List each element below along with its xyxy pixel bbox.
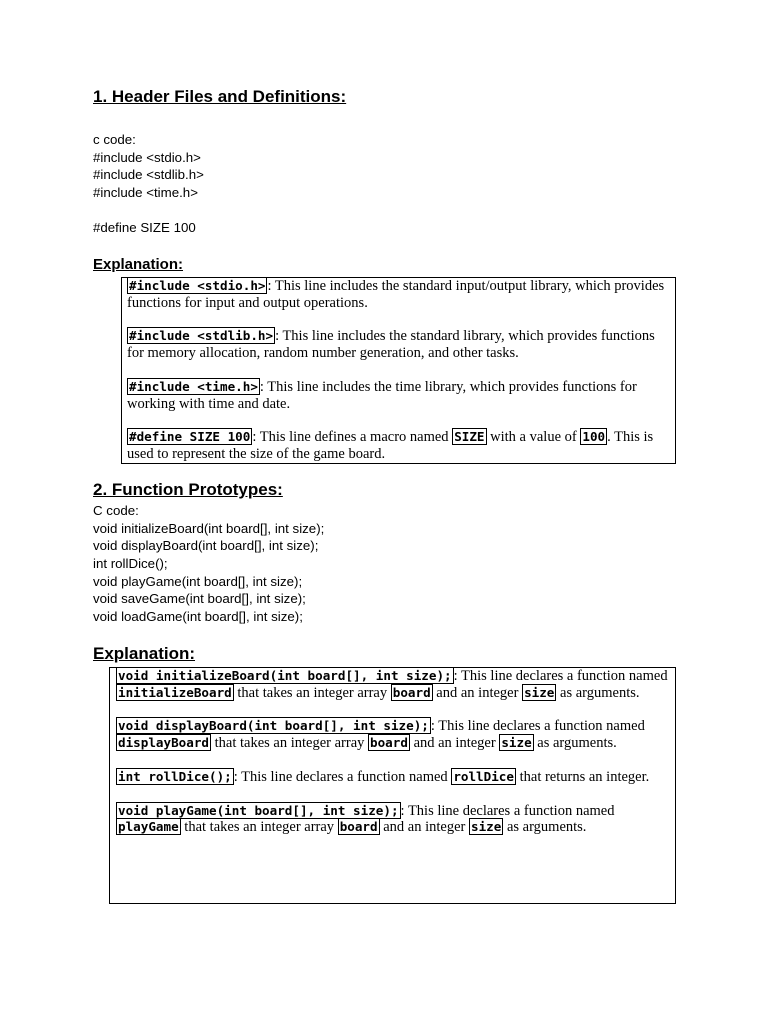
code-line: void displayBoard(int board[], int size); xyxy=(93,538,319,554)
inline-code: SIZE xyxy=(454,429,485,445)
inline-code: int rollDice(); xyxy=(118,768,232,784)
inline-code: playGame xyxy=(118,819,179,835)
code-line: void loadGame(int board[], int size); xyxy=(93,609,303,625)
explanation-item xyxy=(116,668,671,701)
inline-code: #include <time.h> xyxy=(129,378,258,394)
explanation-item xyxy=(116,718,671,751)
explanation-text: and an integer xyxy=(379,819,469,836)
code-label: c code: xyxy=(93,132,136,147)
explanation-text: : This line includes the time library, which provides functions for working with time and date. xyxy=(127,378,637,412)
inline-code: initializeBoard xyxy=(118,684,232,700)
inline-code: board xyxy=(370,735,408,751)
explanation-text: with a value of xyxy=(486,429,581,446)
explanation-list xyxy=(127,278,671,463)
explanation-text: : This line declares a function named xyxy=(453,668,668,684)
explanation-item xyxy=(116,803,671,836)
explanation-item xyxy=(127,278,671,311)
explanation-text: : This line includes the standard input/output library, which provides functions for input and output operations. xyxy=(127,278,665,311)
inline-code: rollDice xyxy=(453,768,514,784)
explanation-text: that returns an integer. xyxy=(515,768,650,785)
inline-code: size xyxy=(524,684,555,700)
define-line: #define SIZE 100 xyxy=(93,220,196,235)
inline-code: void playGame(int board[], int size); xyxy=(118,802,399,818)
explanation-text: and an integer xyxy=(432,684,523,701)
inline-code: displayBoard xyxy=(118,735,209,751)
section1-explanation-heading: Explanation: xyxy=(93,256,184,273)
explanation-text: : This line declares a function named xyxy=(430,718,645,735)
code-line: #include <stdlib.h> xyxy=(93,167,204,183)
inline-code: board xyxy=(392,684,431,700)
explanation-text: that takes an integer array xyxy=(180,819,338,836)
explanation-text: that takes an integer array xyxy=(211,735,369,752)
explanation-text: . This is used to represent the size of the game board. xyxy=(127,429,654,462)
explanation-text: : This line defines a macro named xyxy=(252,429,453,446)
explanation-text: that takes an integer array xyxy=(233,684,391,701)
inline-code: void initializeBoard(int board[], int size); xyxy=(118,668,452,683)
explanation-item xyxy=(116,769,671,786)
inline-code: 100 xyxy=(582,429,606,445)
section2-explanation-box xyxy=(109,667,676,904)
explanation-list xyxy=(116,668,671,836)
explanation-item xyxy=(127,379,671,412)
inline-code: void displayBoard(int board[], int size); xyxy=(118,718,429,734)
section2-explanation-heading: Explanation: xyxy=(93,644,196,663)
code-line: int rollDice(); xyxy=(93,556,168,572)
explanation-text: : This line declares a function named xyxy=(233,768,452,785)
explanation-text: as arguments. xyxy=(556,684,640,701)
inline-code: #define SIZE 100 xyxy=(129,429,251,445)
code-line: #include <time.h> xyxy=(93,185,198,201)
section1-heading: 1. Header Files and Definitions: xyxy=(93,87,347,106)
explanation-text: : This line includes the standard library, which provides functions for memory allocation, random number generation, and other tasks. xyxy=(127,328,655,362)
code-line: void initializeBoard(int board[], int size); xyxy=(93,520,325,536)
section1-explanation-box xyxy=(121,277,676,464)
inline-code: #include <stdlib.h> xyxy=(129,328,274,344)
section2-code-block xyxy=(93,502,324,626)
code-line: void saveGame(int board[], int size); xyxy=(93,591,306,607)
code-label: C code: xyxy=(93,503,139,518)
inline-code: size xyxy=(501,735,532,751)
explanation-item xyxy=(127,328,671,361)
explanation-text: as arguments. xyxy=(533,735,617,752)
explanation-text: and an integer xyxy=(409,735,500,752)
inline-code: #include <stdio.h> xyxy=(129,278,266,293)
explanation-item xyxy=(127,429,671,462)
explanation-text: : This line declares a function named xyxy=(400,802,615,819)
explanation-text: as arguments. xyxy=(503,819,587,836)
code-line: #include <stdio.h> xyxy=(93,149,201,165)
section1-code-block xyxy=(93,131,204,202)
section2-heading: 2. Function Prototypes: xyxy=(93,480,283,499)
inline-code: size xyxy=(471,819,502,835)
inline-code: board xyxy=(339,819,378,835)
code-line: void playGame(int board[], int size); xyxy=(93,573,303,589)
